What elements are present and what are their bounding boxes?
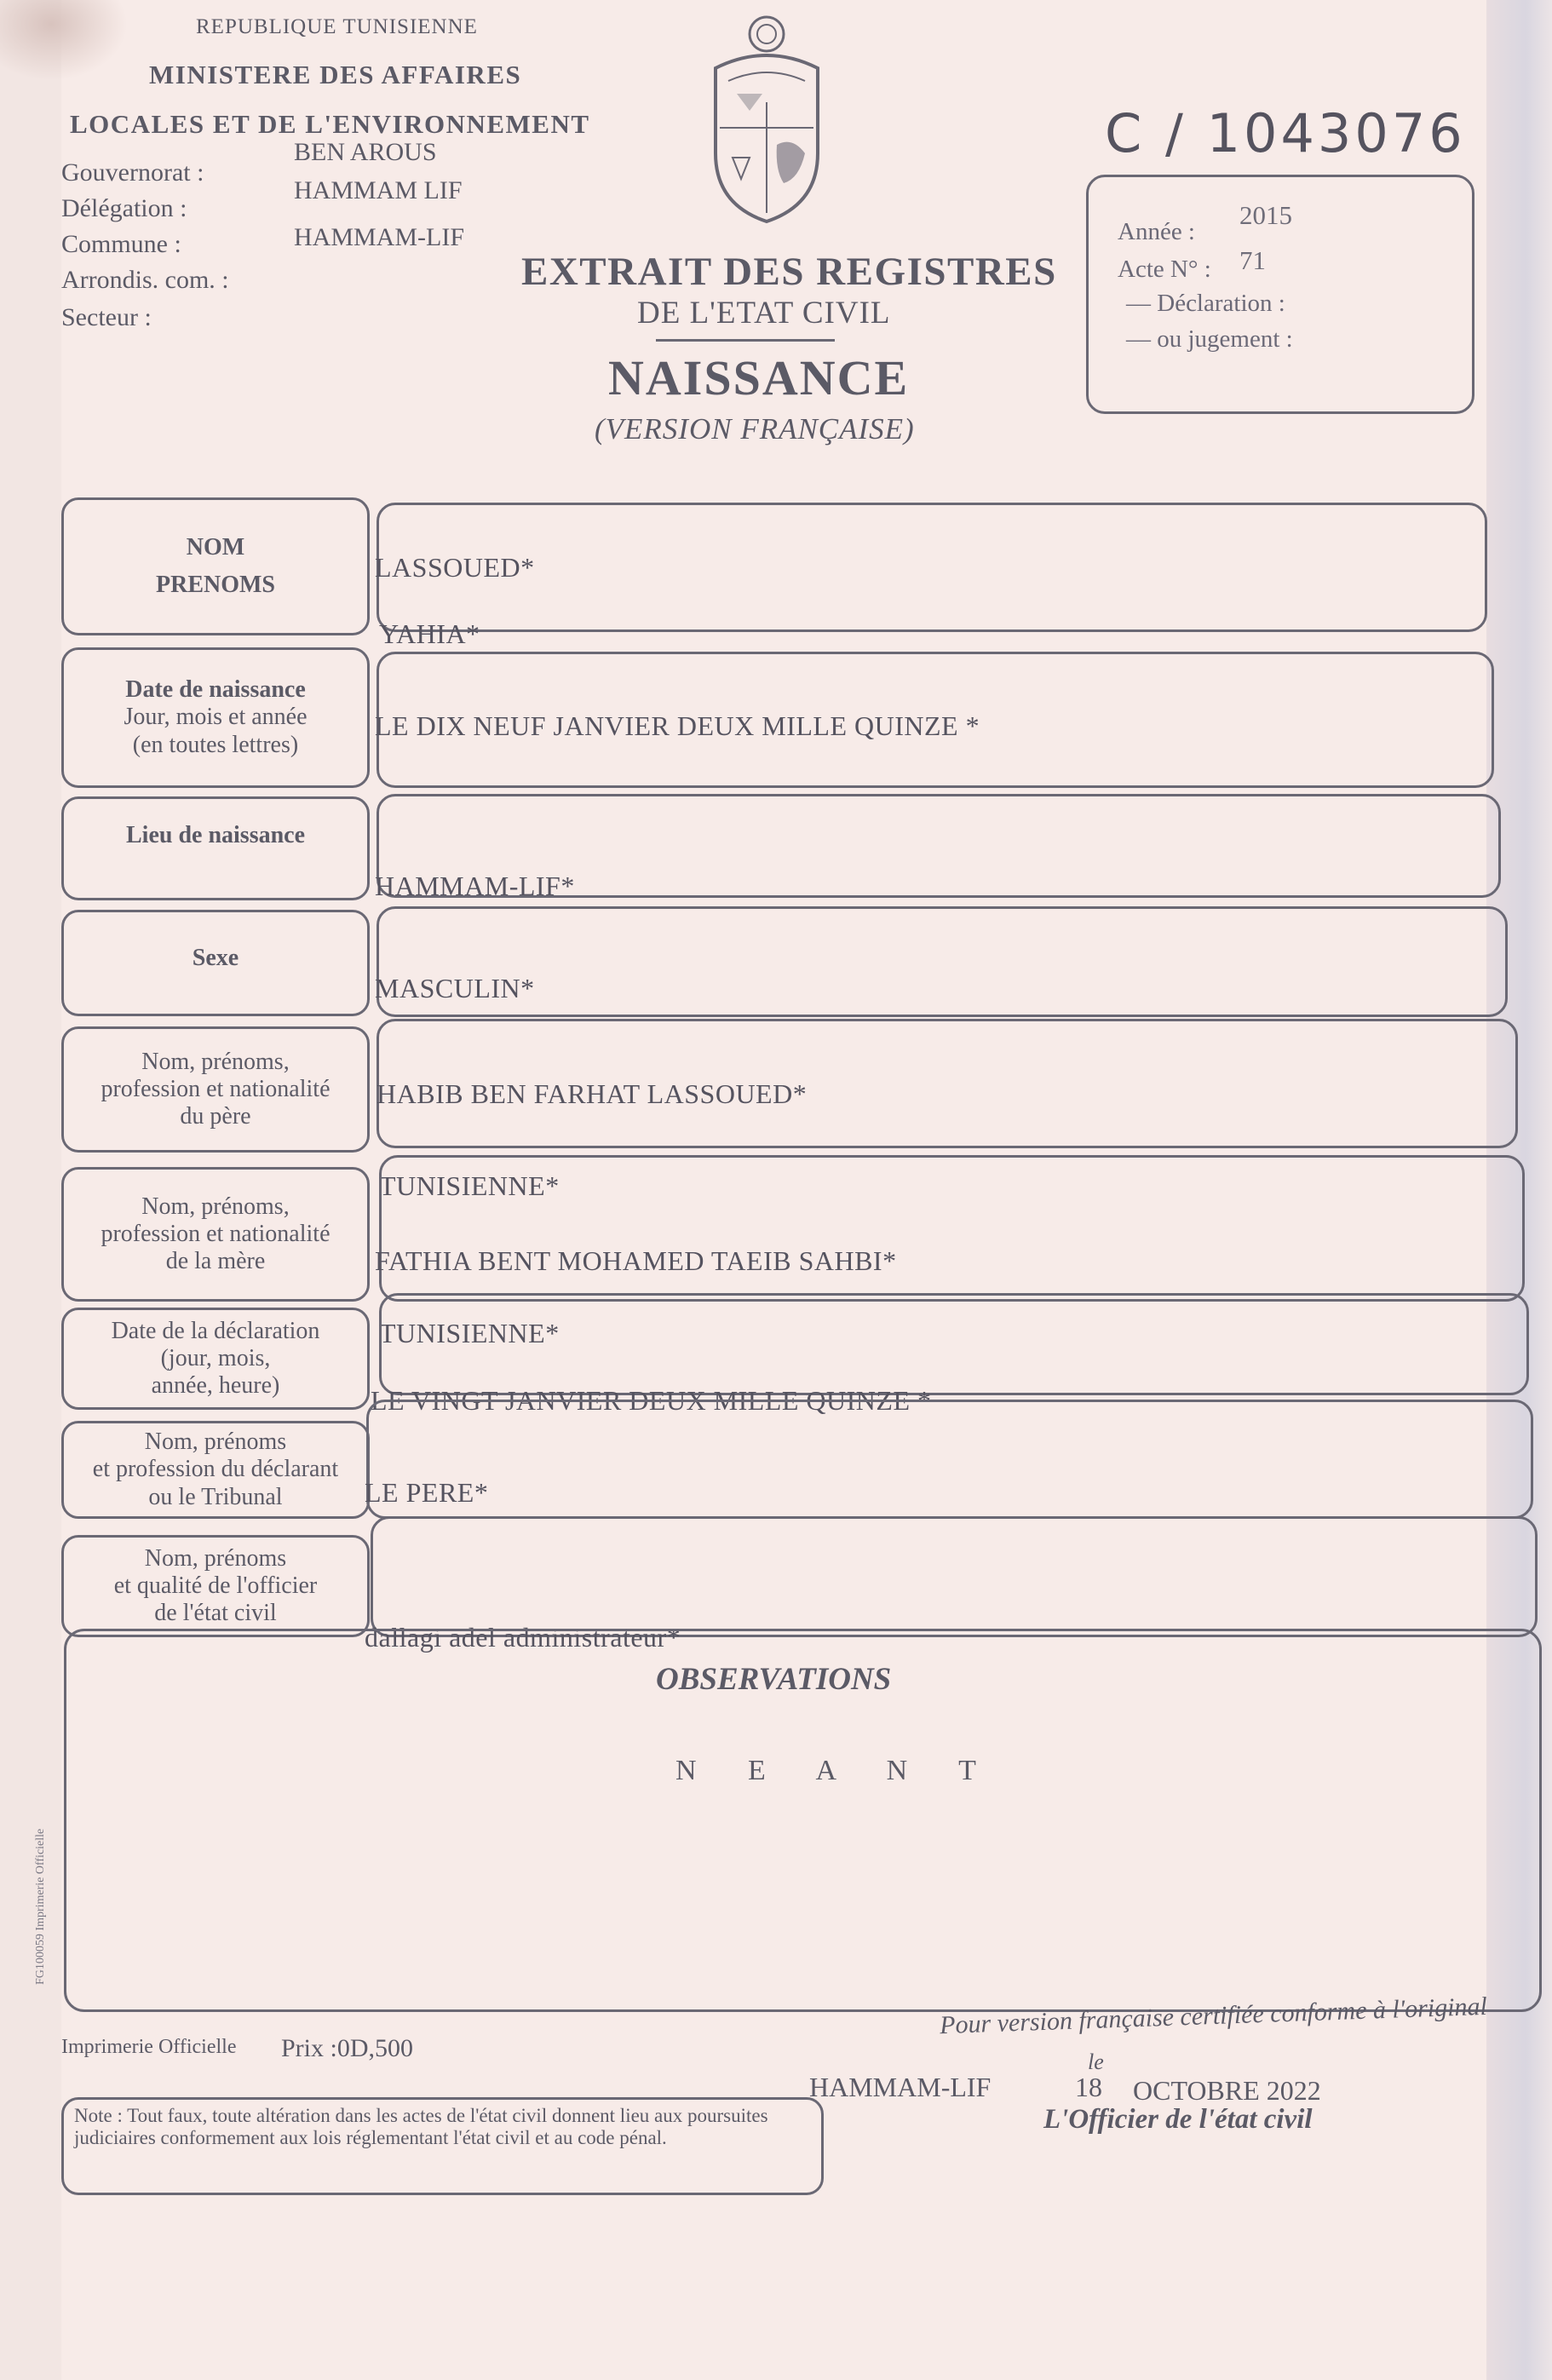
- declarant-value: LE PERE*: [365, 1477, 489, 1508]
- prenoms-label: PRENOMS: [156, 572, 275, 598]
- observations-title: OBSERVATIONS: [656, 1662, 892, 1697]
- price-label: Prix :0D,500: [281, 2034, 414, 2062]
- pere-nationality-value: TUNISIENNE*: [379, 1170, 560, 1201]
- observations-value: N E A N T: [675, 1755, 998, 1786]
- mere-label-line1: Nom, prénoms,: [141, 1193, 290, 1220]
- declaration-date-label-line1: Date de la déclaration: [111, 1317, 320, 1344]
- pere-name-value: HABIB BEN FARHAT LASSOUED*: [377, 1078, 808, 1109]
- date-naissance-label-sub1: Jour, mois et année: [124, 704, 308, 731]
- acte-number-label: Acte N° :: [1118, 256, 1211, 283]
- mere-name-value: FATHIA BENT MOHAMED TAEIB SAHBI*: [375, 1245, 897, 1276]
- declarant-label-line3: ou le Tribunal: [148, 1483, 283, 1510]
- officier-label-line3: de l'état civil: [154, 1600, 277, 1627]
- gouvernorat-label: Gouvernorat :: [61, 158, 204, 187]
- title-underline: [656, 339, 835, 342]
- sexe-label-text: Sexe: [192, 945, 239, 972]
- lieu-naissance-label: [61, 796, 370, 900]
- officier-field: [371, 1516, 1538, 1637]
- printer-label: Imprimerie Officielle: [61, 2036, 237, 2058]
- declaration-label: — Déclaration :: [1126, 290, 1285, 317]
- arrondissement-label: Arrondis. com. :: [61, 266, 229, 294]
- place-label: HAMMAM-LIF: [809, 2072, 992, 2102]
- commune-value: HAMMAM-LIF: [294, 223, 465, 251]
- delegation-label: Délégation :: [61, 194, 187, 222]
- delegation-value: HAMMAM LIF: [294, 176, 463, 204]
- pere-label-line2: profession et nationalité: [101, 1075, 331, 1102]
- ministry-line1: MINISTERE DES AFFAIRES: [149, 60, 522, 89]
- declaration-date-value: LE VINGT JANVIER DEUX MILLE QUINZE *: [371, 1385, 932, 1416]
- certified-label: Pour version française certifiée conforme à l'original: [939, 1992, 1488, 2040]
- declaration-date-field: [379, 1293, 1529, 1395]
- legal-note-text: Note : Tout faux, toute altération dans les actes de l'état civil donnent lieu aux poursuites judiciaires conformement aux lois réglementant l'état civil et au code pénal.: [74, 2105, 768, 2149]
- date-naissance-label: [61, 647, 370, 788]
- date-naissance-value: LE DIX NEUF JANVIER DEUX MILLE QUINZE *: [375, 710, 980, 741]
- document-title: EXTRAIT DES REGISTRES: [521, 250, 1057, 294]
- officier-label-line2: et qualité de l'officier: [113, 1572, 318, 1599]
- lieu-naissance-label-text: Lieu de naissance: [125, 821, 306, 848]
- date-month-year-value: OCTOBRE 2022: [1133, 2075, 1321, 2106]
- version-label: (VERSION FRANÇAISE): [595, 412, 915, 446]
- pere-label: [61, 1026, 370, 1153]
- mere-label-line2: profession et nationalité: [101, 1220, 331, 1247]
- nom-label: NOM: [186, 533, 245, 561]
- declarant-field: [366, 1400, 1533, 1519]
- acte-number-value: 71: [1239, 245, 1266, 275]
- annee-value: 2015: [1239, 200, 1292, 230]
- sexe-label: [61, 910, 370, 1016]
- declaration-date-label: [61, 1308, 370, 1410]
- pere-label-line1: Nom, prénoms,: [141, 1048, 290, 1075]
- nom-prenoms-field: [377, 503, 1487, 632]
- date-le-label: le: [1088, 2049, 1104, 2074]
- republic-label: REPUBLIQUE TUNISIENNE: [196, 15, 478, 38]
- nom-value: LASSOUED*: [375, 552, 535, 583]
- commune-label: Commune :: [61, 230, 181, 258]
- mere-nationality-value: TUNISIENNE*: [379, 1318, 560, 1348]
- gouvernorat-value: BEN AROUS: [294, 138, 437, 166]
- lieu-naissance-value: HAMMAM-LIF*: [375, 871, 575, 901]
- declarant-label: [61, 1421, 370, 1519]
- sexe-field: [377, 906, 1508, 1017]
- naissance-title: NAISSANCE: [608, 350, 910, 405]
- sexe-value: MASCULIN*: [375, 973, 535, 1003]
- officier-label: [61, 1535, 370, 1637]
- mere-label-line3: de la mère: [165, 1248, 266, 1275]
- jugement-label: — ou jugement :: [1126, 325, 1293, 353]
- date-naissance-label-sub2: (en toutes lettres): [132, 731, 299, 758]
- date-naissance-label-title: Date de naissance: [125, 676, 306, 704]
- nom-prenoms-label: [61, 497, 370, 635]
- mere-label: [61, 1167, 370, 1302]
- secteur-label: Secteur :: [61, 303, 152, 331]
- declarant-label-line1: Nom, prénoms: [144, 1429, 287, 1456]
- date-day-value: 18: [1075, 2072, 1102, 2102]
- side-print-code: FG100059 Imprimerie Officielle: [34, 1828, 47, 1985]
- legal-note-box: [61, 2097, 824, 2195]
- declaration-date-label-line2: (jour, mois,: [160, 1344, 271, 1371]
- officier-value: dallagi adel administrateur*: [365, 1622, 681, 1653]
- document-number: C / 1043076: [1105, 102, 1466, 164]
- officer-signature-label: L'Officier de l'état civil: [1043, 2104, 1313, 2135]
- ministry-line2: LOCALES ET DE L'ENVIRONNEMENT: [70, 109, 590, 139]
- annee-label: Année :: [1118, 218, 1195, 245]
- declarant-label-line2: et profession du déclarant: [92, 1456, 339, 1483]
- mere-field: [379, 1155, 1525, 1302]
- document-subtitle: DE L'ETAT CIVIL: [637, 296, 891, 331]
- coat-of-arms-emblem: [698, 9, 835, 226]
- prenoms-value: YAHIA*: [379, 618, 480, 649]
- officier-label-line1: Nom, prénoms: [144, 1544, 287, 1572]
- declaration-date-label-line3: année, heure): [151, 1372, 280, 1400]
- pere-label-line3: du père: [180, 1103, 251, 1130]
- paper-stain: [0, 0, 128, 81]
